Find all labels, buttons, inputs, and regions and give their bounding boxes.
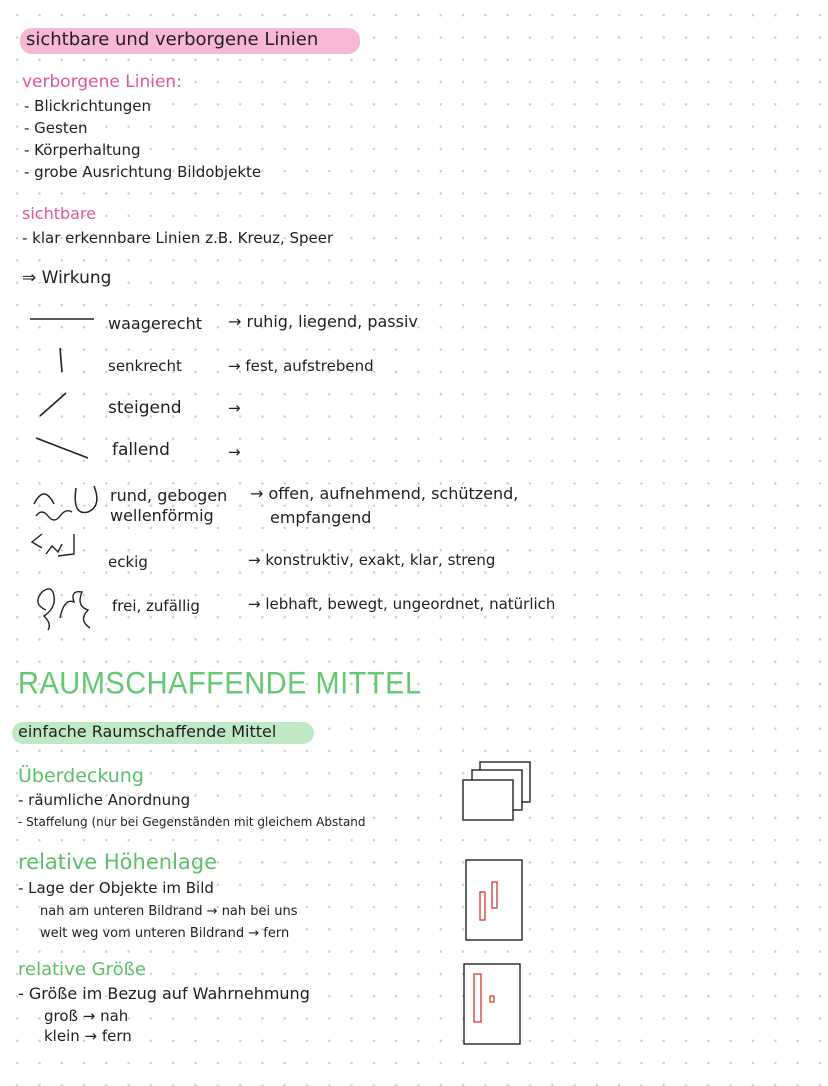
section-title: RAUMSCHAFFENDE MITTEL [18, 666, 422, 702]
hidden-item: - Körperhaltung [24, 141, 141, 159]
line-type-effect: → fest, aufstrebend [228, 357, 374, 375]
rising-line-icon [36, 390, 76, 420]
line-type-effect-2: empfangend [270, 508, 372, 527]
relative-size-item: klein → fern [44, 1027, 132, 1045]
line-type-name: eckig [108, 553, 148, 571]
hidden-lines-title: verborgene Linien: [22, 72, 182, 92]
overlap-item: - räumliche Anordnung [18, 791, 191, 809]
falling-line-icon [34, 434, 94, 464]
line-type-effect: → lebhaft, bewegt, ungeordnet, natürlich [248, 595, 556, 613]
vertical-line-icon [52, 346, 72, 376]
hidden-item: - Gesten [24, 119, 88, 137]
line-type-name: waagerecht [108, 314, 202, 333]
curved-line-icon [30, 482, 110, 522]
line-type-effect: → [228, 399, 241, 417]
relative-size-item: groß → nah [44, 1007, 129, 1025]
height-position-item: nah am unteren Bildrand → nah bei uns [40, 904, 298, 919]
hidden-item: - Blickrichtungen [24, 97, 151, 115]
line-type-name: fallend [112, 440, 170, 460]
line-type-name: rund, gebogen [110, 486, 228, 505]
relative-size-item: - Größe im Bezug auf Wahrnehmung [18, 984, 310, 1003]
random-line-icon [30, 584, 100, 634]
line-type-effect: → [228, 443, 241, 461]
line-type-name: steigend [108, 398, 182, 418]
overlap-title: Überdeckung [18, 765, 144, 787]
line-type-name: senkrecht [108, 357, 182, 375]
line-type-effect: → offen, aufnehmend, schützend, [250, 484, 519, 503]
page-heading: sichtbare und verborgene Linien [26, 29, 319, 50]
relative-size-frame-icon [462, 962, 526, 1046]
height-position-frame-icon [464, 858, 528, 942]
visible-lines-text: - klar erkennbare Linien z.B. Kreuz, Speer [22, 229, 334, 247]
line-type-effect: → konstruktiv, exakt, klar, streng [248, 551, 496, 569]
height-position-title: relative Höhenlage [18, 850, 218, 874]
height-position-item: - Lage der Objekte im Bild [18, 879, 214, 897]
line-type-name-2: wellenförmig [110, 506, 214, 525]
subheading: einfache Raumschaffende Mittel [18, 722, 277, 741]
height-position-item: weit weg vom unteren Bildrand → fern [40, 926, 290, 941]
overlap-item: - Staffelung (nur bei Gegenständen mit gleichem Abstand [18, 815, 366, 829]
horizontal-line-icon [28, 314, 98, 324]
hidden-item: - grobe Ausrichtung Bildobjekte [24, 163, 262, 181]
line-type-name: frei, zufällig [112, 597, 200, 615]
angular-line-icon [28, 530, 88, 564]
line-type-effect: → ruhig, liegend, passiv [228, 312, 418, 331]
visible-lines-title: sichtbare [22, 204, 97, 223]
effect-label: ⇒ Wirkung [22, 268, 112, 288]
overlapping-squares-icon [460, 758, 540, 828]
relative-size-title: relative Größe [18, 959, 146, 980]
